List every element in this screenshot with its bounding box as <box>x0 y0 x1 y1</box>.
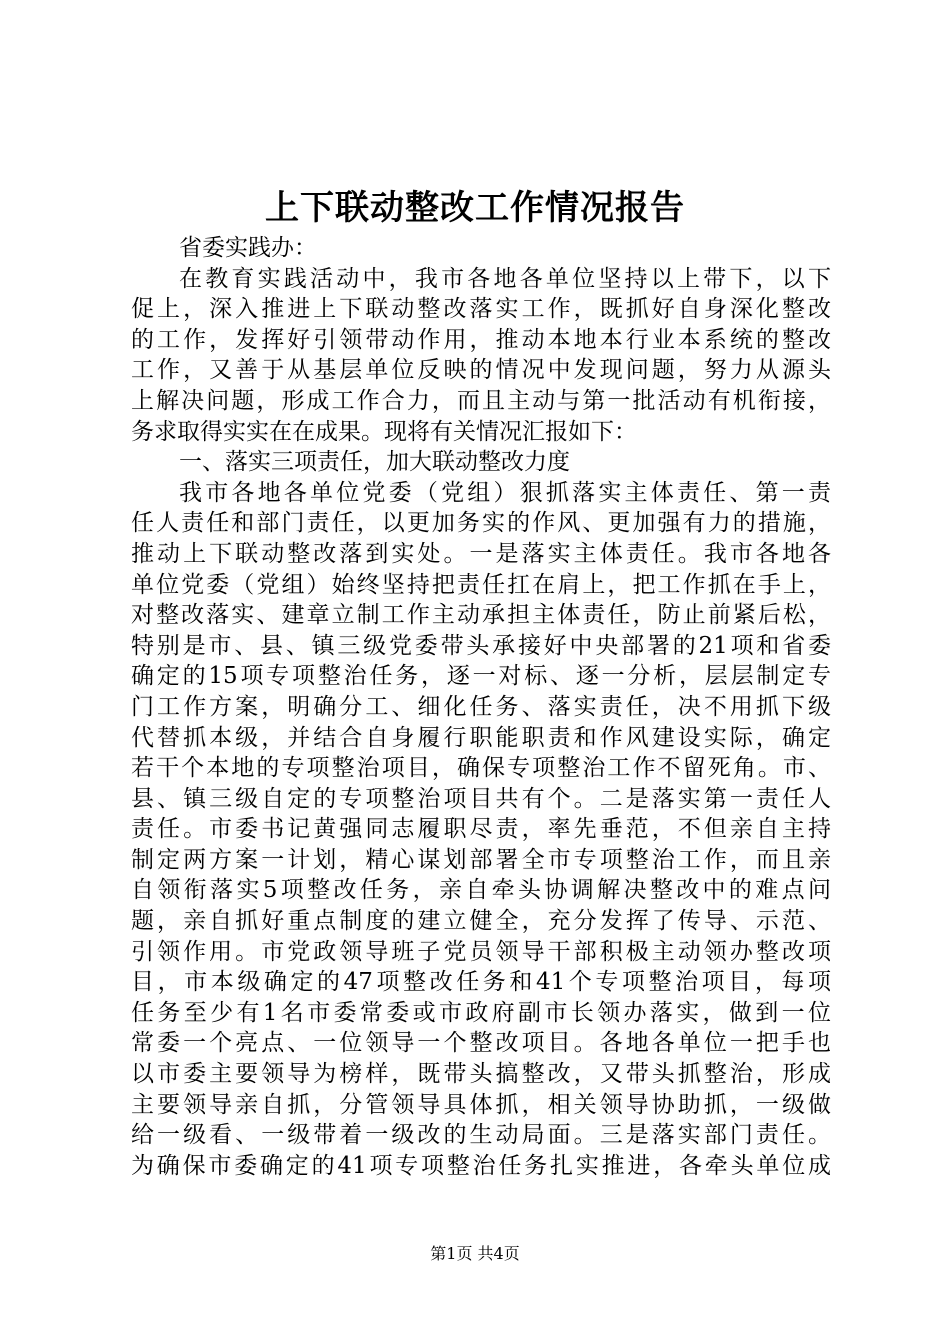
body-line: 促上，深入推进上下联动整改落实工作，既抓好自身深化整改 <box>131 296 831 323</box>
body-line: 代替抓本级，并结合自身履行职能职责和作风建设实际，确定 <box>131 724 831 751</box>
body-line: 门工作方案，明确分工、细化任务、落实责任，决不用抓下级 <box>131 693 831 720</box>
body-line: 引领作用。市党政领导班子党员领导干部积极主动领办整改项 <box>131 938 831 965</box>
body-line: 自领衔落实5项整改任务，亲自牵头协调解决整改中的难点问 <box>131 877 831 904</box>
body-line: 上解决问题，形成工作合力，而且主动与第一批活动有机衔接， <box>131 387 831 414</box>
body-line: 的工作，发挥好引领带动作用，推动本地本行业本系统的整改 <box>131 326 831 353</box>
body-line: 责任。市委书记黄强同志履职尽责，率先垂范，不但亲自主持 <box>131 816 831 843</box>
body-line: 省委实践办： <box>179 235 317 261</box>
document-body <box>131 233 831 1181</box>
body-line: 务求取得实实在在成果。现将有关情况汇报如下： <box>131 418 637 445</box>
body-line: 任务至少有1名市委常委或市政府副市长领办落实，做到一位 <box>131 999 831 1026</box>
body-line: 任人责任和部门责任，以更加务实的作风、更加强有力的措施， <box>131 510 831 537</box>
body-line: 对整改落实、建章立制工作主动承担主体责任，防止前紧后松， <box>131 602 831 629</box>
body-line: 制定两方案一计划，精心谋划部署全市专项整治工作，而且亲 <box>131 846 831 873</box>
body-line: 在教育实践活动中，我市各地各单位坚持以上带下，以下 <box>179 265 831 292</box>
body-line: 若干个本地的专项整治项目，确保专项整治工作不留死角。市、 <box>131 755 831 782</box>
body-line: 特别是市、县、镇三级党委带头承接好中央部署的21项和省委 <box>131 632 831 659</box>
body-line: 工作，又善于从基层单位反映的情况中发现问题，努力从源头 <box>131 357 831 384</box>
body-line: 确定的15项专项整治任务，逐一对标、逐一分析，层层制定专 <box>131 663 831 690</box>
body-line: 以市委主要领导为榜样，既带头搞整改，又带头抓整治，形成 <box>131 1061 831 1088</box>
body-line: 县、镇三级自定的专项整治项目共有个。二是落实第一责任人 <box>131 785 831 812</box>
body-line: 主要领导亲自抓，分管领导具体抓，相关领导协助抓，一级做 <box>131 1091 831 1118</box>
body-line: 常委一个亮点、一位领导一个整改项目。各地各单位一把手也 <box>131 1030 831 1057</box>
body-line: 一、落实三项责任，加大联动整改力度 <box>179 449 570 476</box>
body-line: 推动上下联动整改落到实处。一是落实主体责任。我市各地各 <box>131 540 831 567</box>
body-line: 给一级看、一级带着一级改的生动局面。三是落实部门责任。 <box>131 1122 831 1149</box>
body-line: 为确保市委确定的41项专项整治任务扎实推进，各牵头单位成 <box>131 1152 831 1179</box>
body-line: 我市各地各单位党委（党组）狠抓落实主体责任、第一责 <box>179 479 831 506</box>
body-line: 目，市本级确定的47项整改任务和41个专项整治项目，每项 <box>131 969 831 996</box>
page-footer: 第1页 共4页 <box>430 1244 520 1263</box>
body-line: 题，亲自抓好重点制度的建立健全，充分发挥了传导、示范、 <box>131 908 831 935</box>
body-line: 单位党委（党组）始终坚持把责任扛在肩上，把工作抓在手上， <box>131 571 831 598</box>
document-title: 上下联动整改工作情况报告 <box>265 188 685 228</box>
